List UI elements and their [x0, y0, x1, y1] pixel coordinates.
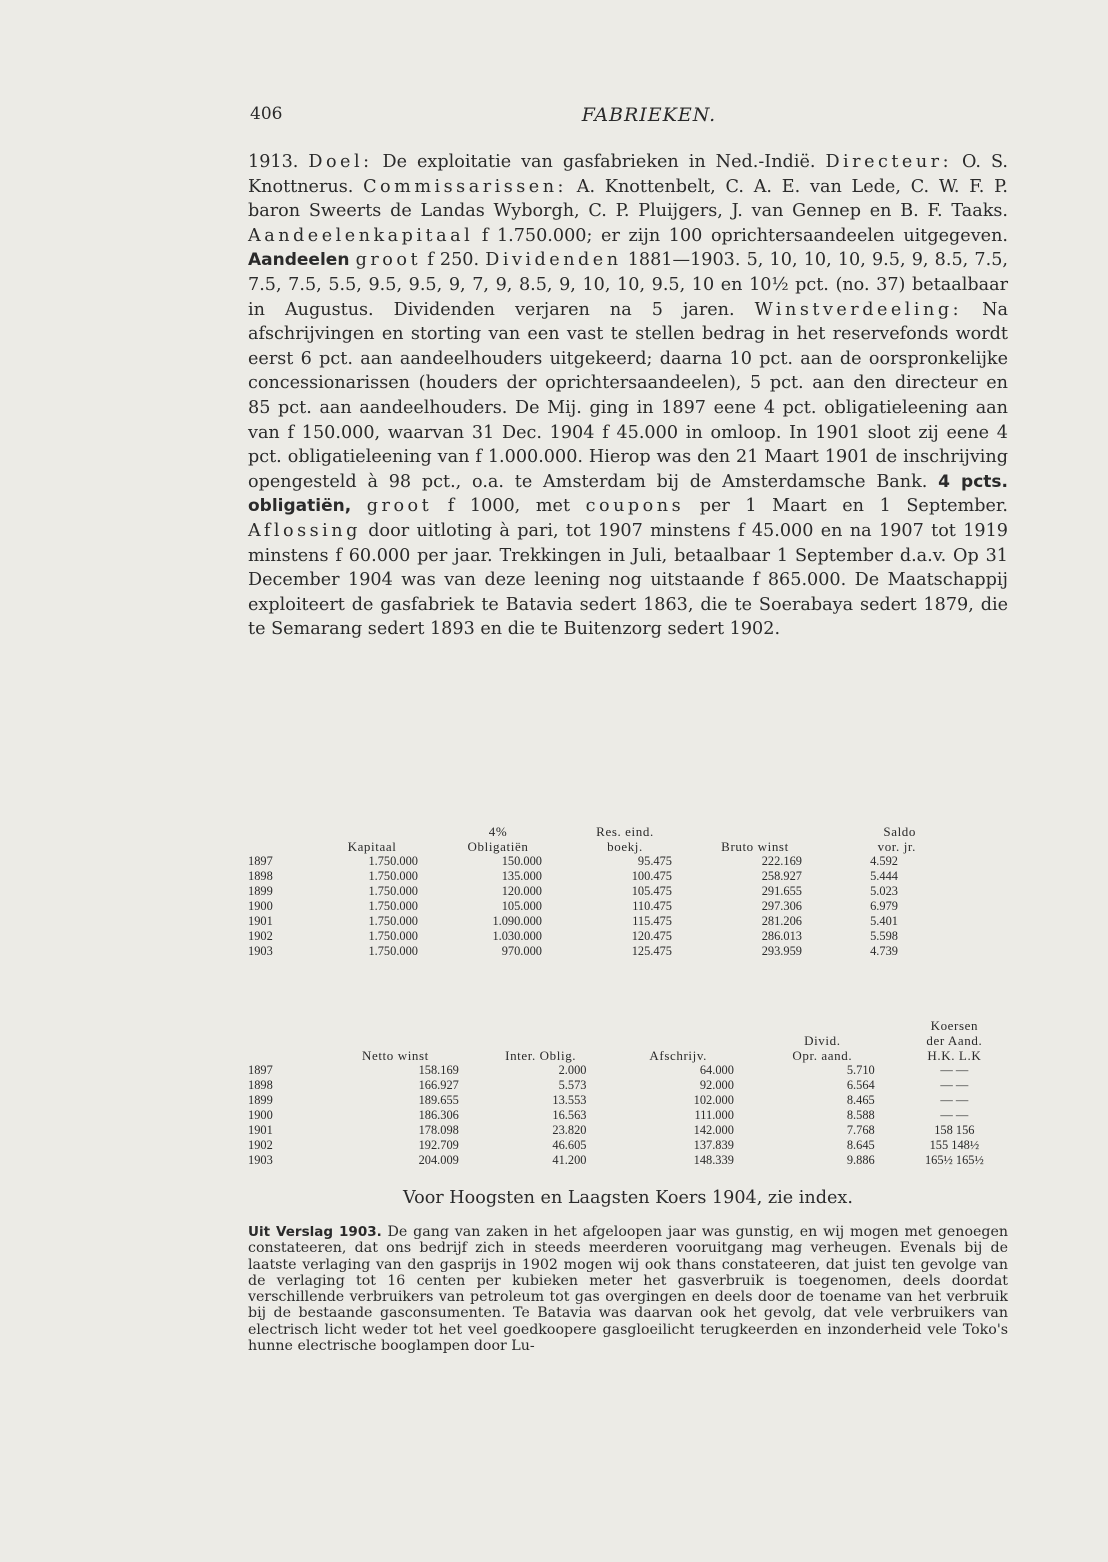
value-cell: 291.655 — [761, 884, 802, 898]
value-cell: 5.573 — [558, 1078, 587, 1092]
table-row — [248, 1093, 1016, 1108]
header-cell: Afschrijv. — [649, 1048, 707, 1063]
table-row — [248, 929, 916, 944]
header-cell — [314, 1033, 477, 1048]
value-cell: 115.475 — [632, 914, 672, 928]
value-cell: 111.000 — [694, 1108, 734, 1122]
year-cell: 1899 — [248, 1093, 273, 1107]
bold-term-aandeelen: Aandeelen — [248, 250, 350, 271]
value-cell: 7.768 — [846, 1123, 875, 1137]
value-cell: 1.750.000 — [368, 929, 418, 943]
table-header-row — [248, 839, 916, 854]
text-span: per 1 Maart en 1 September. — [684, 496, 1008, 517]
value-cell: 5.401 — [870, 914, 898, 928]
spaced-term-commissarissen: Commissarissen: — [363, 176, 567, 197]
value-cell: 8.465 — [846, 1093, 875, 1107]
value-cell: 4.592 — [870, 854, 898, 868]
year-cell: 1903 — [248, 1153, 273, 1167]
year-cell: 1897 — [248, 1063, 273, 1077]
value-cell: 1.750.000 — [368, 914, 418, 928]
value-cell: 6.979 — [870, 899, 898, 913]
spaced-term-groot: groot — [366, 496, 433, 517]
report-heading: Uit Verslag 1903. — [248, 1224, 382, 1240]
table-header-row — [248, 1048, 1016, 1063]
value-cell: — — — [940, 1063, 969, 1077]
header-cell-year — [248, 1033, 314, 1048]
year-cell: 1898 — [248, 1078, 273, 1092]
text-span: A. Knottenbelt, C. A. E. van Lede, C. W. F. P. baron Sweerts de Landas Wyborgh, C. P. Pluijgers, J. van Gennep en B. F. Taaks. — [248, 176, 1008, 222]
bold-term-obligatien: 4 pcts. obligatiën, — [248, 471, 1008, 517]
spaced-term-groot: groot — [355, 250, 422, 271]
header-cell: Koersen — [930, 1018, 979, 1033]
value-cell: 1.750.000 — [368, 854, 418, 868]
table-row — [248, 914, 916, 929]
header-cell-year — [248, 1048, 314, 1063]
text-span: 1881—1903. 5, 10, 10, 10, 9.5, 9, 8.5, 7.5, 7.5, 7.5, 5.5, 9.5, 9.5, 9, 7, 9, 8.5, 9, 10, 10, 9.5, 10 en 10½ pct. (no. 37) betaalbaar in Augustus. Dividenden verjaren na 5 jaren. — [248, 250, 1008, 320]
year-cell: 1900 — [248, 1108, 273, 1122]
value-cell: 5.444 — [870, 869, 898, 883]
header-cell: Netto winst — [361, 1048, 429, 1063]
page-header — [250, 104, 1008, 132]
running-title: FABRIEKEN. — [581, 104, 717, 126]
value-cell: 8.645 — [846, 1138, 875, 1152]
company-description — [248, 150, 1008, 642]
value-cell: 258.927 — [761, 869, 802, 883]
spaced-term-aflossing: Aflossing — [248, 520, 361, 541]
table-row — [248, 1108, 1016, 1123]
value-cell: 120.475 — [631, 929, 672, 943]
table-row — [248, 1063, 1016, 1078]
value-cell: 155 148½ — [929, 1138, 980, 1152]
value-cell: 23.820 — [552, 1123, 587, 1137]
header-cell: Res. eind. — [596, 824, 654, 839]
value-cell: 8.588 — [846, 1108, 875, 1122]
spaced-term-winstverdeeling: Winstverdeeling: — [754, 299, 963, 320]
value-cell: 158 156 — [934, 1123, 975, 1137]
value-cell: — — — [940, 1078, 969, 1092]
year-cell: 1898 — [248, 869, 273, 883]
value-cell: 1.750.000 — [368, 944, 418, 958]
header-cell-year — [248, 1018, 314, 1033]
value-cell: — — — [940, 1093, 969, 1107]
value-cell: 2.000 — [558, 1063, 587, 1077]
value-cell: 142.000 — [693, 1123, 734, 1137]
year-cell: 1902 — [248, 929, 273, 943]
table-row — [248, 854, 916, 869]
value-cell: 110.475 — [632, 899, 672, 913]
value-cell: 293.959 — [761, 944, 802, 958]
header-cell: vor. jr. — [877, 839, 916, 854]
value-cell: 100.475 — [631, 869, 672, 883]
spaced-term-kapitaal: Aandeelenkapitaal — [248, 225, 474, 246]
value-cell: 46.605 — [552, 1138, 587, 1152]
value-cell: 5.023 — [870, 884, 898, 898]
year-cell: 1897 — [248, 854, 273, 868]
header-cell: Divid. — [804, 1033, 841, 1048]
header-cell: Obligatiën — [467, 839, 529, 854]
table-row — [248, 869, 916, 884]
text-span — [351, 496, 367, 516]
value-cell: 165½ 165½ — [924, 1153, 984, 1167]
table-header-row — [248, 824, 916, 839]
value-cell: 970.000 — [501, 944, 542, 958]
text-span: Na afschrijvingen en storting van een vast te stellen bedrag in het reservefonds wordt eerst 6 pct. aan aandeelhouders uitgekeerd; daarna 10 pct. aan de oorspronkelijke concessionarissen (houders der oprichtersaandeelen), 5 pct. aan den directeur en 85 pct. aan aandeelhouders. De Mij. ging in 1897 eene 4 pct. obligatieleening aan van f 150.000, waarvan 31 Dec. 1904 f 45.000 in omloop. In 1901 sloot zij eene 4 pct. obligatieleening van f 1.000.000. Hierop was den 21 Maart 1901 de inschrijving opengesteld à 98 pct., o.a. te Amsterdam bij de Amsterdamsche Bank. — [248, 299, 1008, 492]
value-cell: 64.000 — [699, 1063, 734, 1077]
value-cell: 92.000 — [699, 1078, 734, 1092]
value-cell: 1.090.000 — [492, 914, 542, 928]
value-cell: 135.000 — [501, 869, 542, 883]
header-cell: der Aand. — [926, 1033, 983, 1048]
value-cell: 5.598 — [870, 929, 898, 943]
report-text: De gang van zaken in het afgeloopen jaar was gunstig, en wij mogen met genoegen constateeren, dat ons bedrijf zich in steeds meerderen vooruitgang mag verheugen. Evenals bij de laatste verlaging van den gasprijs in 1902 mogen wij ook thans constateeren, dat juist ten gevolge van de verlaging tot 16 centen per kubieken meter het gasverbruik is toegenomen, deels doordat verschillende verbruikers van petroleum tot gas overgingen en deels door de toename van het verbruik bij de bestaande gasconsumenten. Te Batavia was daarvan ook het gevolg, dat vele verbruikers van electrisch licht weder tot het veel goedkoopere gasgloeilicht terugkeerden en inzonderheid vele Toko's hunne electrische booglampen door Lu- — [248, 1224, 1008, 1355]
value-cell: 6.564 — [846, 1078, 875, 1092]
value-cell: 297.306 — [761, 899, 802, 913]
header-cell — [604, 1018, 751, 1033]
text-span: De exploitatie van gasfabrieken in Ned.-Indië. — [372, 152, 826, 172]
annual-report-excerpt — [248, 1224, 1008, 1354]
table-row — [248, 1078, 1016, 1093]
value-cell: 1.750.000 — [368, 899, 418, 913]
value-cell: 166.927 — [418, 1078, 459, 1092]
header-cell — [314, 1018, 477, 1033]
year-cell: 1902 — [248, 1138, 273, 1152]
table-row — [248, 944, 916, 959]
table-row — [248, 1123, 1016, 1138]
financial-table-1 — [248, 824, 916, 959]
value-cell: 4.739 — [870, 944, 898, 958]
text-span: f 1000, met — [432, 496, 586, 517]
value-cell: 5.710 — [846, 1063, 875, 1077]
value-cell: 204.009 — [418, 1153, 459, 1167]
value-cell: 1.750.000 — [368, 869, 418, 883]
header-cell — [477, 1018, 605, 1033]
table-row — [248, 884, 916, 899]
header-cell: Saldo — [883, 824, 916, 839]
value-cell: 16.563 — [552, 1108, 587, 1122]
spaced-term-doel: Doel: — [308, 152, 373, 172]
header-cell — [752, 1018, 893, 1033]
page-number: 406 — [250, 104, 283, 124]
spaced-term-dividenden: Dividenden — [485, 250, 622, 271]
spaced-term-coupons: coupons — [585, 496, 685, 517]
text-span: O. S. Knottnerus. — [248, 152, 1008, 197]
table-header-row — [248, 1033, 1016, 1048]
header-cell: boekj. — [607, 839, 643, 854]
value-cell: 1.750.000 — [368, 884, 418, 898]
value-cell: 222.169 — [761, 854, 802, 868]
table-row — [248, 899, 916, 914]
value-cell: 1.030.000 — [492, 929, 542, 943]
year-cell: 1903 — [248, 944, 273, 958]
text-span: door uitloting à pari, tot 1907 minstens f 45.000 en na 1907 tot 1919 minstens f 60.000 per jaar. Trekkingen in Juli, betaalbaar 1 September d.a.v. Op 31 December 1904 was van deze leening nog uitstaande f 865.000. De Maatschappij exploiteert de gasfabriek te Batavia sedert 1863, die te Soerabaya sedert 1879, die te Semarang sedert 1893 en die te Buitenzorg sedert 1902. — [248, 520, 1008, 640]
value-cell: 102.000 — [693, 1093, 734, 1107]
header-cell: H.K. L.K — [927, 1048, 982, 1063]
value-cell: 95.475 — [637, 854, 672, 868]
year-cell: 1901 — [248, 1123, 273, 1137]
header-cell-year — [248, 824, 308, 839]
year-cell: 1899 — [248, 884, 273, 898]
value-cell: 105.475 — [631, 884, 672, 898]
header-cell: Kapitaal — [347, 839, 397, 854]
value-cell: 186.306 — [418, 1108, 459, 1122]
header-cell — [477, 1033, 605, 1048]
value-cell: 125.475 — [631, 944, 672, 958]
table-row — [248, 1138, 1016, 1153]
header-cell — [308, 824, 436, 839]
table-row — [248, 1153, 1016, 1168]
value-cell: 148.339 — [693, 1153, 734, 1167]
value-cell: 13.553 — [552, 1093, 587, 1107]
value-cell: 192.709 — [418, 1138, 459, 1152]
text-span: 1913. — [248, 152, 309, 172]
header-cell: Bruto winst — [721, 839, 789, 854]
value-cell: 189.655 — [418, 1093, 459, 1107]
value-cell: 158.169 — [418, 1063, 459, 1077]
value-cell: 178.098 — [418, 1123, 459, 1137]
index-note: Voor Hoogsten en Laagsten Koers 1904, zie index. — [403, 1188, 853, 1208]
value-cell: 281.206 — [761, 914, 802, 928]
spaced-term-directeur: Directeur: — [825, 152, 953, 172]
value-cell: 286.013 — [761, 929, 802, 943]
text-span: f 1.750.000; er zijn 100 oprichtersaandeelen uitgegeven. — [473, 225, 1008, 246]
value-cell: 150.000 — [501, 854, 542, 868]
header-cell-year — [248, 839, 308, 854]
header-cell — [604, 1033, 751, 1048]
value-cell: 137.839 — [693, 1138, 734, 1152]
value-cell: 9.886 — [846, 1153, 875, 1167]
text-span: f 250. — [421, 250, 486, 271]
header-cell — [690, 824, 820, 839]
year-cell: 1900 — [248, 899, 273, 913]
header-cell: Opr. aand. — [792, 1048, 853, 1063]
year-cell: 1901 — [248, 914, 273, 928]
value-cell: 105.000 — [501, 899, 542, 913]
value-cell: — — — [940, 1108, 969, 1122]
header-cell: 4% — [488, 824, 508, 839]
table-header-row — [248, 1018, 1016, 1033]
value-cell: 120.000 — [501, 884, 542, 898]
value-cell: 41.200 — [552, 1153, 587, 1167]
header-cell: Inter. Oblig. — [505, 1048, 577, 1063]
financial-table-2 — [248, 1018, 1016, 1168]
